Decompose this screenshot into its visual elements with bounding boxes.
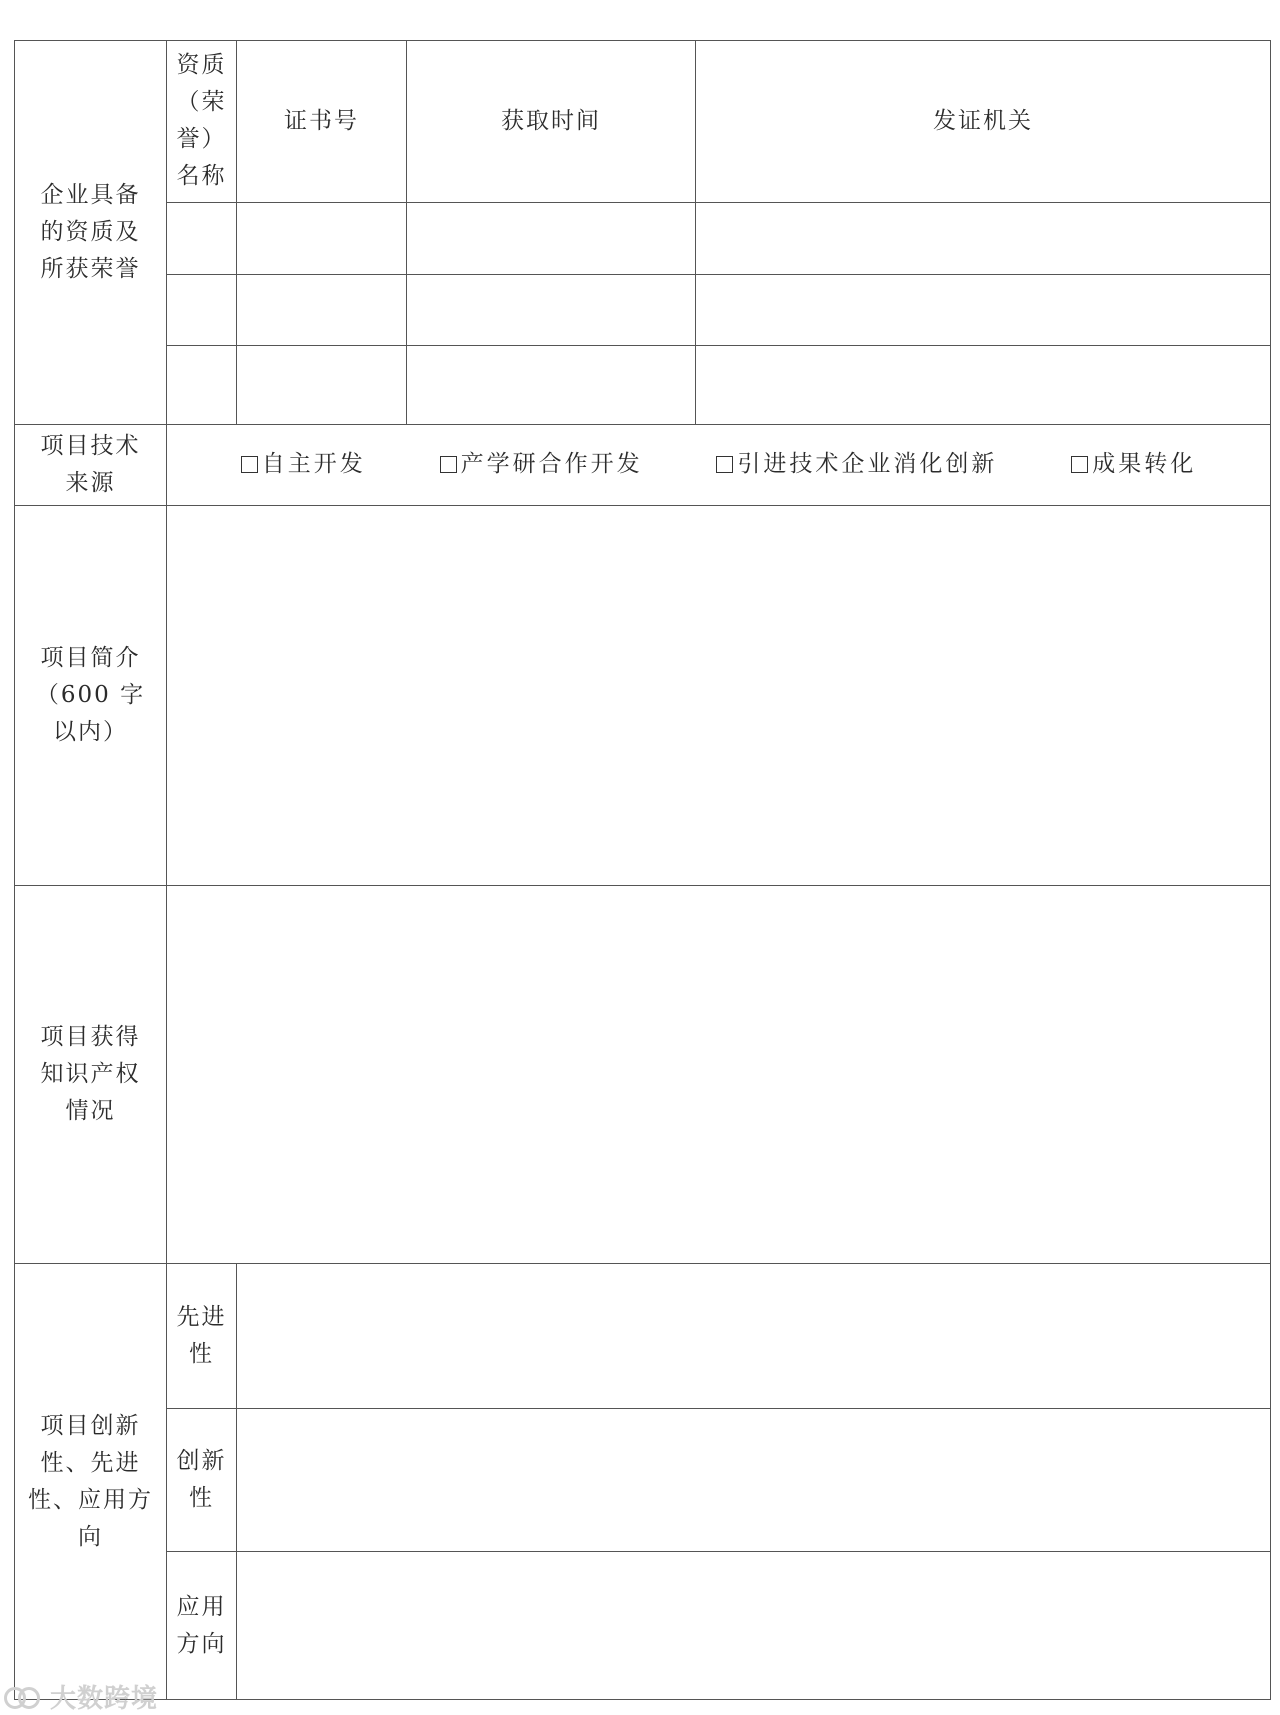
option-achievement-transfer[interactable] bbox=[1071, 446, 1196, 483]
option-label: 自主开发 bbox=[261, 451, 366, 478]
obtained-time-header: 获取时间 bbox=[501, 107, 601, 134]
obtained-time-field[interactable] bbox=[407, 274, 696, 346]
tech-source-options-cell bbox=[167, 424, 1271, 505]
checkbox-icon[interactable] bbox=[241, 456, 258, 473]
watermark-text: 大数跨境 bbox=[50, 1684, 159, 1714]
option-label: 产学研合作开发 bbox=[460, 451, 643, 478]
issuer-header-cell bbox=[696, 41, 1271, 203]
issuer-field[interactable] bbox=[696, 202, 1271, 274]
application-label: 应用方向 bbox=[176, 1593, 227, 1657]
table-row bbox=[15, 346, 1271, 424]
innovation-label: 项目创新性、先进性、应用方向 bbox=[28, 1412, 153, 1550]
obtained-time-field[interactable] bbox=[407, 202, 696, 274]
cert-no-header-cell bbox=[237, 41, 407, 203]
option-industry-academia[interactable] bbox=[440, 446, 643, 483]
tech-source-label: 项目技术来源 bbox=[40, 432, 141, 496]
qual-name-field[interactable] bbox=[167, 346, 237, 424]
ip-field[interactable] bbox=[167, 886, 1271, 1264]
qual-name-header-cell bbox=[167, 41, 237, 203]
cert-no-field[interactable] bbox=[237, 346, 407, 424]
intro-label: 项目简介（600 字以内） bbox=[35, 645, 146, 746]
ip-label-cell bbox=[15, 886, 167, 1264]
cert-no-field[interactable] bbox=[237, 274, 407, 346]
application-label-cell bbox=[167, 1552, 237, 1700]
advanced-label: 先进性 bbox=[176, 1304, 227, 1368]
intro-label-cell bbox=[15, 505, 167, 885]
qual-name-field[interactable] bbox=[167, 274, 237, 346]
option-label: 成果转化 bbox=[1092, 451, 1197, 478]
option-self-developed[interactable] bbox=[241, 446, 366, 483]
checkbox-icon[interactable] bbox=[1071, 456, 1088, 473]
tech-source-label-cell bbox=[15, 424, 167, 505]
issuer-field[interactable] bbox=[696, 274, 1271, 346]
qualifications-label: 企业具备的资质及所获荣誉 bbox=[40, 181, 141, 282]
application-field[interactable] bbox=[237, 1552, 1271, 1700]
advanced-field[interactable] bbox=[237, 1264, 1271, 1408]
checkbox-icon[interactable] bbox=[440, 456, 457, 473]
innovation-label-cell bbox=[15, 1264, 167, 1700]
issuer-field[interactable] bbox=[696, 346, 1271, 424]
issuer-header: 发证机关 bbox=[933, 107, 1033, 134]
watermark bbox=[4, 1678, 158, 1715]
qual-name-field[interactable] bbox=[167, 202, 237, 274]
intro-field[interactable] bbox=[167, 505, 1271, 885]
table-row bbox=[15, 202, 1271, 274]
checkbox-icon[interactable] bbox=[716, 456, 733, 473]
advanced-label-cell bbox=[167, 1264, 237, 1408]
obtained-time-field[interactable] bbox=[407, 346, 696, 424]
innovative-label: 创新性 bbox=[176, 1447, 227, 1511]
tech-source-options bbox=[167, 446, 1270, 483]
table-row bbox=[15, 274, 1271, 346]
cert-no-field[interactable] bbox=[237, 202, 407, 274]
ip-label: 项目获得知识产权情况 bbox=[40, 1024, 141, 1125]
qual-name-header: 资质（荣誉）名称 bbox=[176, 52, 227, 190]
innovative-label-cell bbox=[167, 1408, 237, 1551]
cert-no-header: 证书号 bbox=[284, 107, 359, 134]
obtained-time-header-cell bbox=[407, 41, 696, 203]
option-label: 引进技术企业消化创新 bbox=[737, 451, 998, 478]
application-form bbox=[14, 40, 1270, 1700]
option-imported-tech[interactable] bbox=[716, 446, 997, 483]
watermark-logo-icon bbox=[4, 1685, 44, 1709]
form-table bbox=[14, 40, 1271, 1700]
qualifications-label-cell bbox=[15, 41, 167, 425]
innovative-field[interactable] bbox=[237, 1408, 1271, 1551]
